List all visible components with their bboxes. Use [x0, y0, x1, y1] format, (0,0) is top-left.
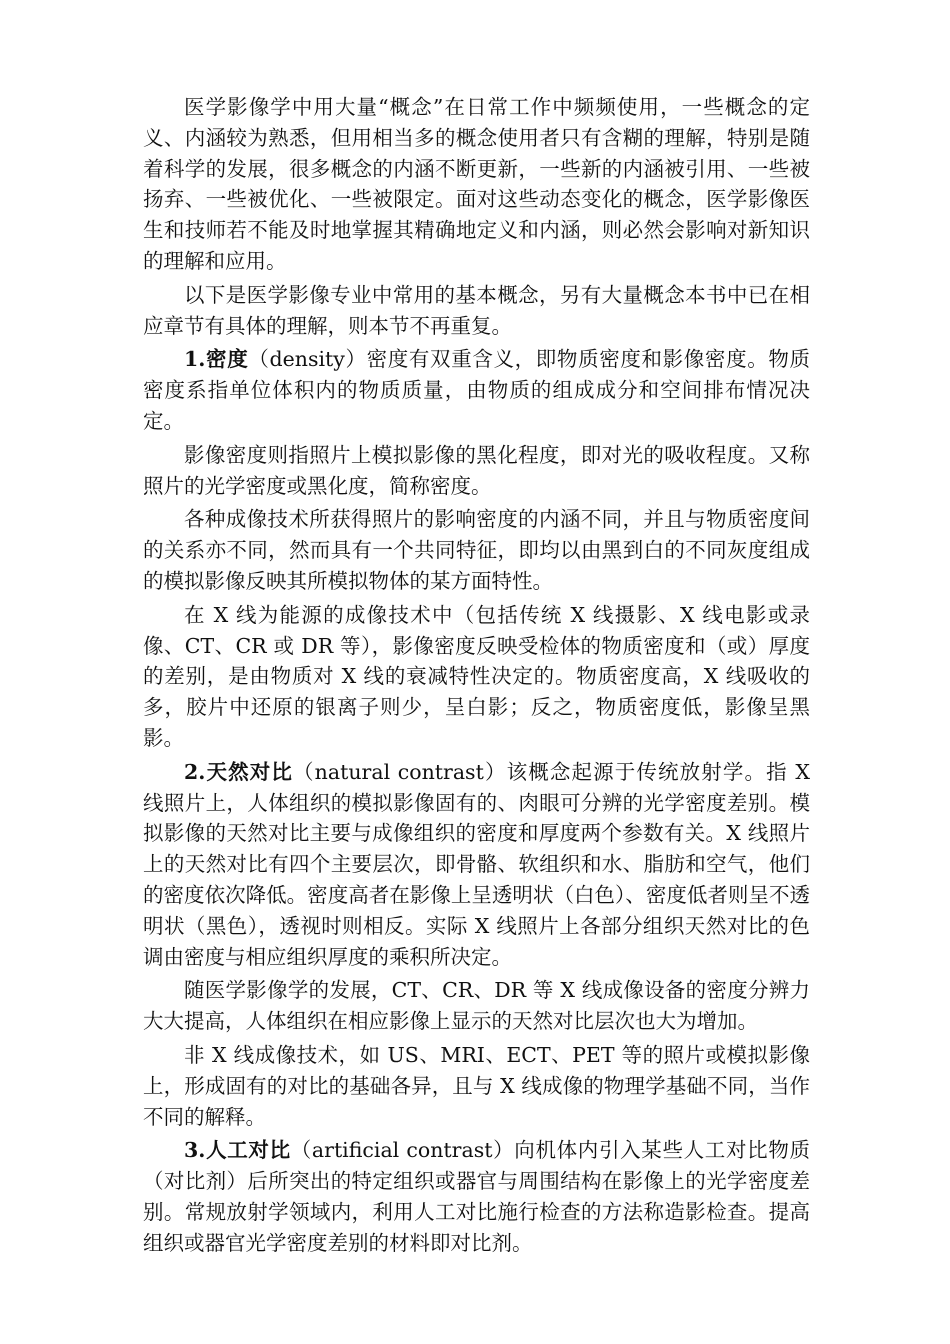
paragraph-text: 在 X 线为能源的成像技术中（包括传统 X 线摄影、X 线电影或录像、CT、CR 或 DR 等），影像密度反映受检体的物质密度和（或）厚度的差别，是由物质对 X 线的衰减特性决定的。物质密度高，X 线吸收的多，胶片中还原的银离子则少，呈白影；反之，物质密度低，影像呈黑影。 [143, 602, 810, 750]
paragraph-text: 影像密度则指照片上模拟影像的黑化程度，即对光的吸收程度。又称照片的光学密度或黑化度，简称密度。 [143, 442, 810, 498]
paragraph-artificial-contrast [143, 1135, 810, 1258]
term-heading-natural-contrast: 2.天然对比 [184, 759, 294, 784]
paragraph-imaging-development [143, 975, 810, 1037]
paragraph-density-imaging [143, 504, 810, 596]
paragraph-natural-contrast [143, 757, 810, 973]
term-heading-density: 1.密度 [184, 347, 249, 372]
paragraph-xray-density [143, 600, 810, 754]
paragraph-text: （density）密度有双重含义，即物质密度和影像密度。物质密度系指单位体积内的物质质量，由物质的组成成分和空间排布情况决定。 [143, 347, 810, 433]
paragraph-text: 以下是医学影像专业中常用的基本概念，另有大量概念本书中已在相应章节有具体的理解，则本节不再重复。 [143, 282, 810, 338]
paragraph-density-definition [143, 344, 810, 436]
paragraph-overview [143, 280, 810, 342]
paragraph-intro [143, 92, 810, 277]
paragraph-text: 医学影像学中用大量“概念”在日常工作中频频使用，一些概念的定义、内涵较为熟悉，但用相当多的概念使用者只有含糊的理解，特别是随着科学的发展，很多概念的内涵不断更新，一些新的内涵被引用、一些被扬弃、一些被优化、一些被限定。面对这些动态变化的概念，医学影像医生和技师若不能及时地掌握其精确地定义和内涵，则必然会影响对新知识的理解和应用。 [143, 95, 810, 273]
document-page [143, 92, 810, 1261]
paragraph-text: 非 X 线成像技术，如 US、MRI、ECT、PET 等的照片或模拟影像上，形成固有的对比的基础各异，且与 X 线成像的物理学基础不同，当作不同的解释。 [143, 1042, 810, 1129]
paragraph-text: 各种成像技术所获得照片的影响密度的内涵不同，并且与物质密度间的关系亦不同，然而具有一个共同特征，即均以由黑到白的不同灰度组成的模拟影像反映其所模拟物体的某方面特性。 [143, 507, 810, 593]
paragraph-text: （artificial contrast）向机体内引入某些人工对比物质（对比剂）后所突出的特定组织或器官与周围结构在影像上的光学密度差别。常规放射学领域内，利用人工对比施行检查的方法称造影检查。提高组织或器官光学密度差别的材料即对比剂。 [143, 1138, 810, 1255]
paragraph-text: （natural contrast）该概念起源于传统放射学。指 X 线照片上，人体组织的模拟影像固有的、肉眼可分辨的光学密度差别。模拟影像的天然对比主要与成像组织的密度和厚度两个参数有关。X 线照片上的天然对比有四个主要层次，即骨骼、软组织和水、脂肪和空气，他们的密度依次降低。密度高者在影像上呈透明状（白色）、密度低者则呈不透明状（黑色），透视时则相反。实际 X 线照片上各部分组织天然对比的色调由密度与相应组织厚度的乘积所决定。 [143, 759, 810, 969]
paragraph-image-density [143, 440, 810, 502]
paragraph-non-xray [143, 1040, 810, 1132]
term-heading-artificial-contrast: 3.人工对比 [184, 1138, 291, 1163]
paragraph-text: 随医学影像学的发展，CT、CR、DR 等 X 线成像设备的密度分辨力大大提高，人体组织在相应影像上显示的天然对比层次也大为增加。 [143, 978, 810, 1034]
